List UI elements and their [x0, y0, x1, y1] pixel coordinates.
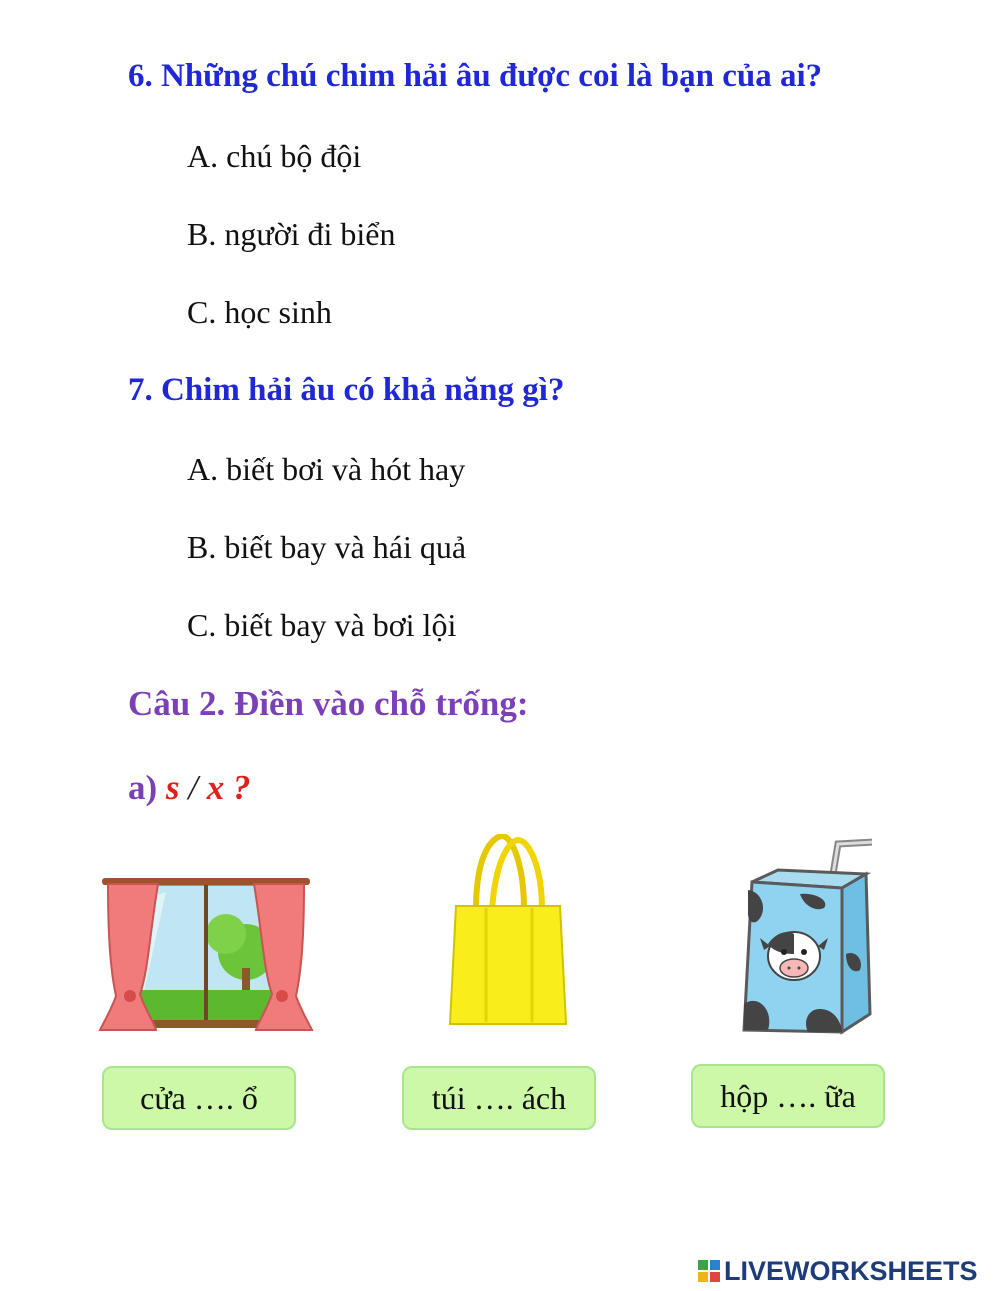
fill-box-tui-xach[interactable]: túi …. ách — [402, 1066, 596, 1130]
question-7-title: 7. Chim hải âu có khả năng gì? — [128, 372, 565, 408]
question-6-option-a[interactable]: A. chú bộ đội — [187, 138, 362, 174]
window-curtains-icon — [96, 872, 316, 1038]
letter-x: x — [206, 768, 225, 807]
liveworksheets-logo-icon — [698, 1260, 720, 1282]
milk-carton-icon — [738, 834, 872, 1036]
question-mark: ? — [233, 768, 251, 807]
slash: / — [188, 768, 199, 807]
sub-question-a-label — [128, 768, 251, 808]
part-label: a) — [128, 768, 158, 807]
question-6-option-c[interactable]: C. học sinh — [187, 294, 332, 330]
question-6-title: 6. Những chú chim hải âu được coi là bạn của ai? — [128, 58, 823, 94]
question-7-option-a[interactable]: A. biết bơi và hót hay — [187, 451, 466, 487]
yellow-bag-icon — [446, 834, 570, 1030]
question-6-option-b[interactable]: B. người đi biển — [187, 216, 396, 252]
brand-text: LIVEWORKSHEETS — [724, 1255, 978, 1286]
liveworksheets-brand — [698, 1256, 978, 1286]
fill-box-cua-so[interactable]: cửa …. ổ — [102, 1066, 296, 1130]
letter-s: s — [165, 768, 180, 807]
section-2-title: Câu 2. Điền vào chỗ trống: — [128, 684, 529, 723]
fill-box-hop-sua[interactable]: hộp …. ữa — [691, 1064, 885, 1128]
question-7-option-b[interactable]: B. biết bay và hái quả — [187, 529, 467, 565]
question-7-option-c[interactable]: C. biết bay và bơi lội — [187, 607, 457, 643]
